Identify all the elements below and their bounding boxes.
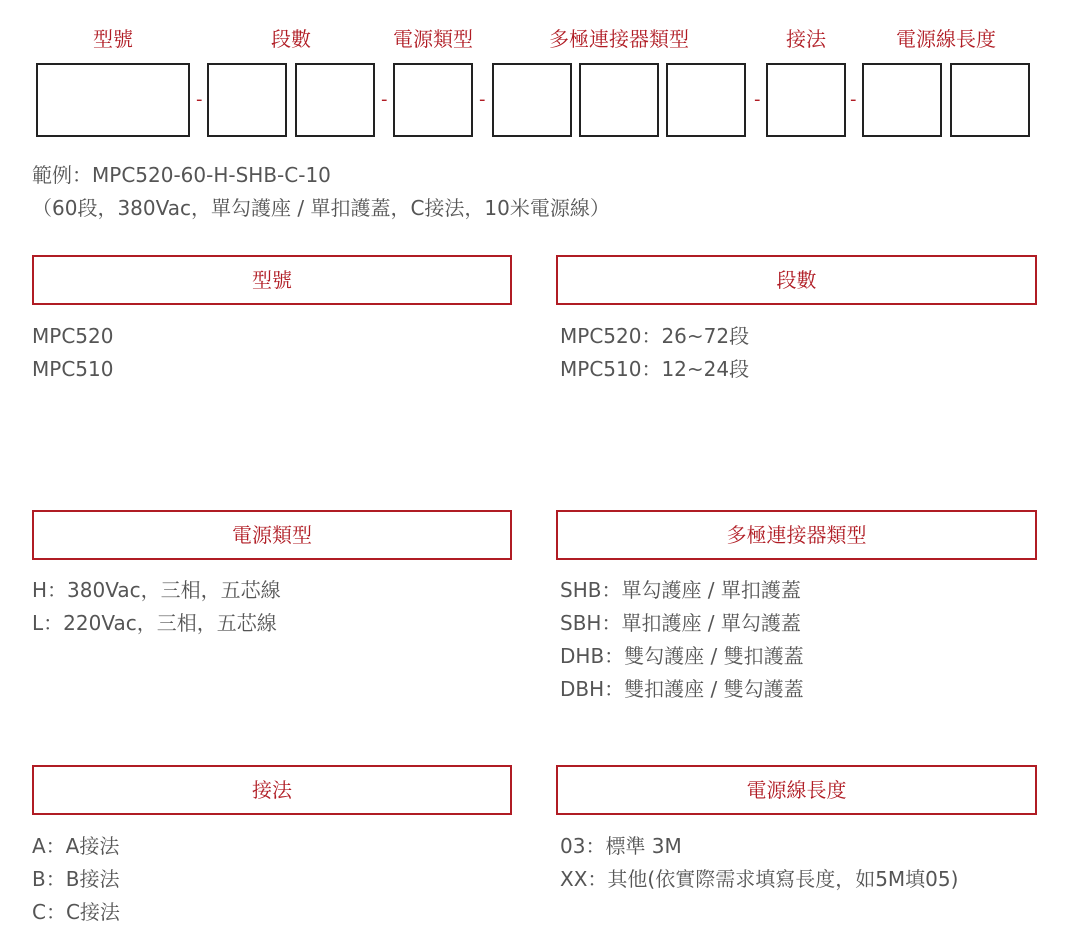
code-separator: - <box>479 89 486 110</box>
code-box-power <box>393 63 473 137</box>
section-list-wiring <box>32 830 120 929</box>
section-list-cable <box>560 830 958 896</box>
list-item: DHB：雙勾護座 / 雙扣護蓋 <box>560 644 804 668</box>
section-list-segments <box>560 320 749 386</box>
section-header-power: 電源類型 <box>32 510 512 560</box>
list-item: MPC520 <box>32 324 114 348</box>
example-line-1: 範例：MPC520-60-H-SHB-C-10 <box>32 163 331 187</box>
section-header-segments: 段數 <box>556 255 1037 305</box>
code-box-wiring <box>766 63 846 137</box>
header-label-power: 電源類型 <box>393 27 473 51</box>
code-box-model <box>36 63 190 137</box>
header-label-wiring: 接法 <box>786 27 826 51</box>
list-item: 03：標準 3M <box>560 834 682 858</box>
code-box-cable-1 <box>862 63 942 137</box>
code-box-segments-2 <box>295 63 375 137</box>
code-separator: - <box>381 89 388 110</box>
list-item: A：A接法 <box>32 834 120 858</box>
section-header-cable: 電源線長度 <box>556 765 1037 815</box>
list-item: MPC510：12~24段 <box>560 357 750 381</box>
list-item: SHB：單勾護座 / 單扣護蓋 <box>560 578 801 602</box>
header-label-cable: 電源線長度 <box>896 27 996 51</box>
list-item: B：B接法 <box>32 867 120 891</box>
example-line-2: （60段，380Vac，單勾護座 / 單扣護蓋，C接法，10米電源線） <box>32 196 610 220</box>
code-box-connector-3 <box>666 63 746 137</box>
section-list-power <box>32 574 281 640</box>
code-separator: - <box>196 89 203 110</box>
section-header-model: 型號 <box>32 255 512 305</box>
list-item: H：380Vac，三相，五芯線 <box>32 578 281 602</box>
section-header-connector: 多極連接器類型 <box>556 510 1037 560</box>
header-label-model: 型號 <box>93 27 133 51</box>
list-item: XX：其他(依實際需求填寫長度，如5M填05) <box>560 867 959 891</box>
section-list-connector <box>560 574 804 706</box>
section-list-model <box>32 320 113 386</box>
list-item: C：C接法 <box>32 900 120 924</box>
list-item: MPC510 <box>32 357 114 381</box>
list-item: L：220Vac，三相，五芯線 <box>32 611 277 635</box>
list-item: MPC520：26~72段 <box>560 324 750 348</box>
code-box-segments-1 <box>207 63 287 137</box>
code-box-connector-2 <box>579 63 659 137</box>
code-separator: - <box>850 89 857 110</box>
header-label-segments: 段數 <box>271 27 311 51</box>
section-header-wiring: 接法 <box>32 765 512 815</box>
header-label-connector: 多極連接器類型 <box>549 27 689 51</box>
code-box-cable-2 <box>950 63 1030 137</box>
code-box-connector-1 <box>492 63 572 137</box>
list-item: SBH：單扣護座 / 單勾護蓋 <box>560 611 801 635</box>
code-separator: - <box>754 89 761 110</box>
list-item: DBH：雙扣護座 / 雙勾護蓋 <box>560 677 804 701</box>
